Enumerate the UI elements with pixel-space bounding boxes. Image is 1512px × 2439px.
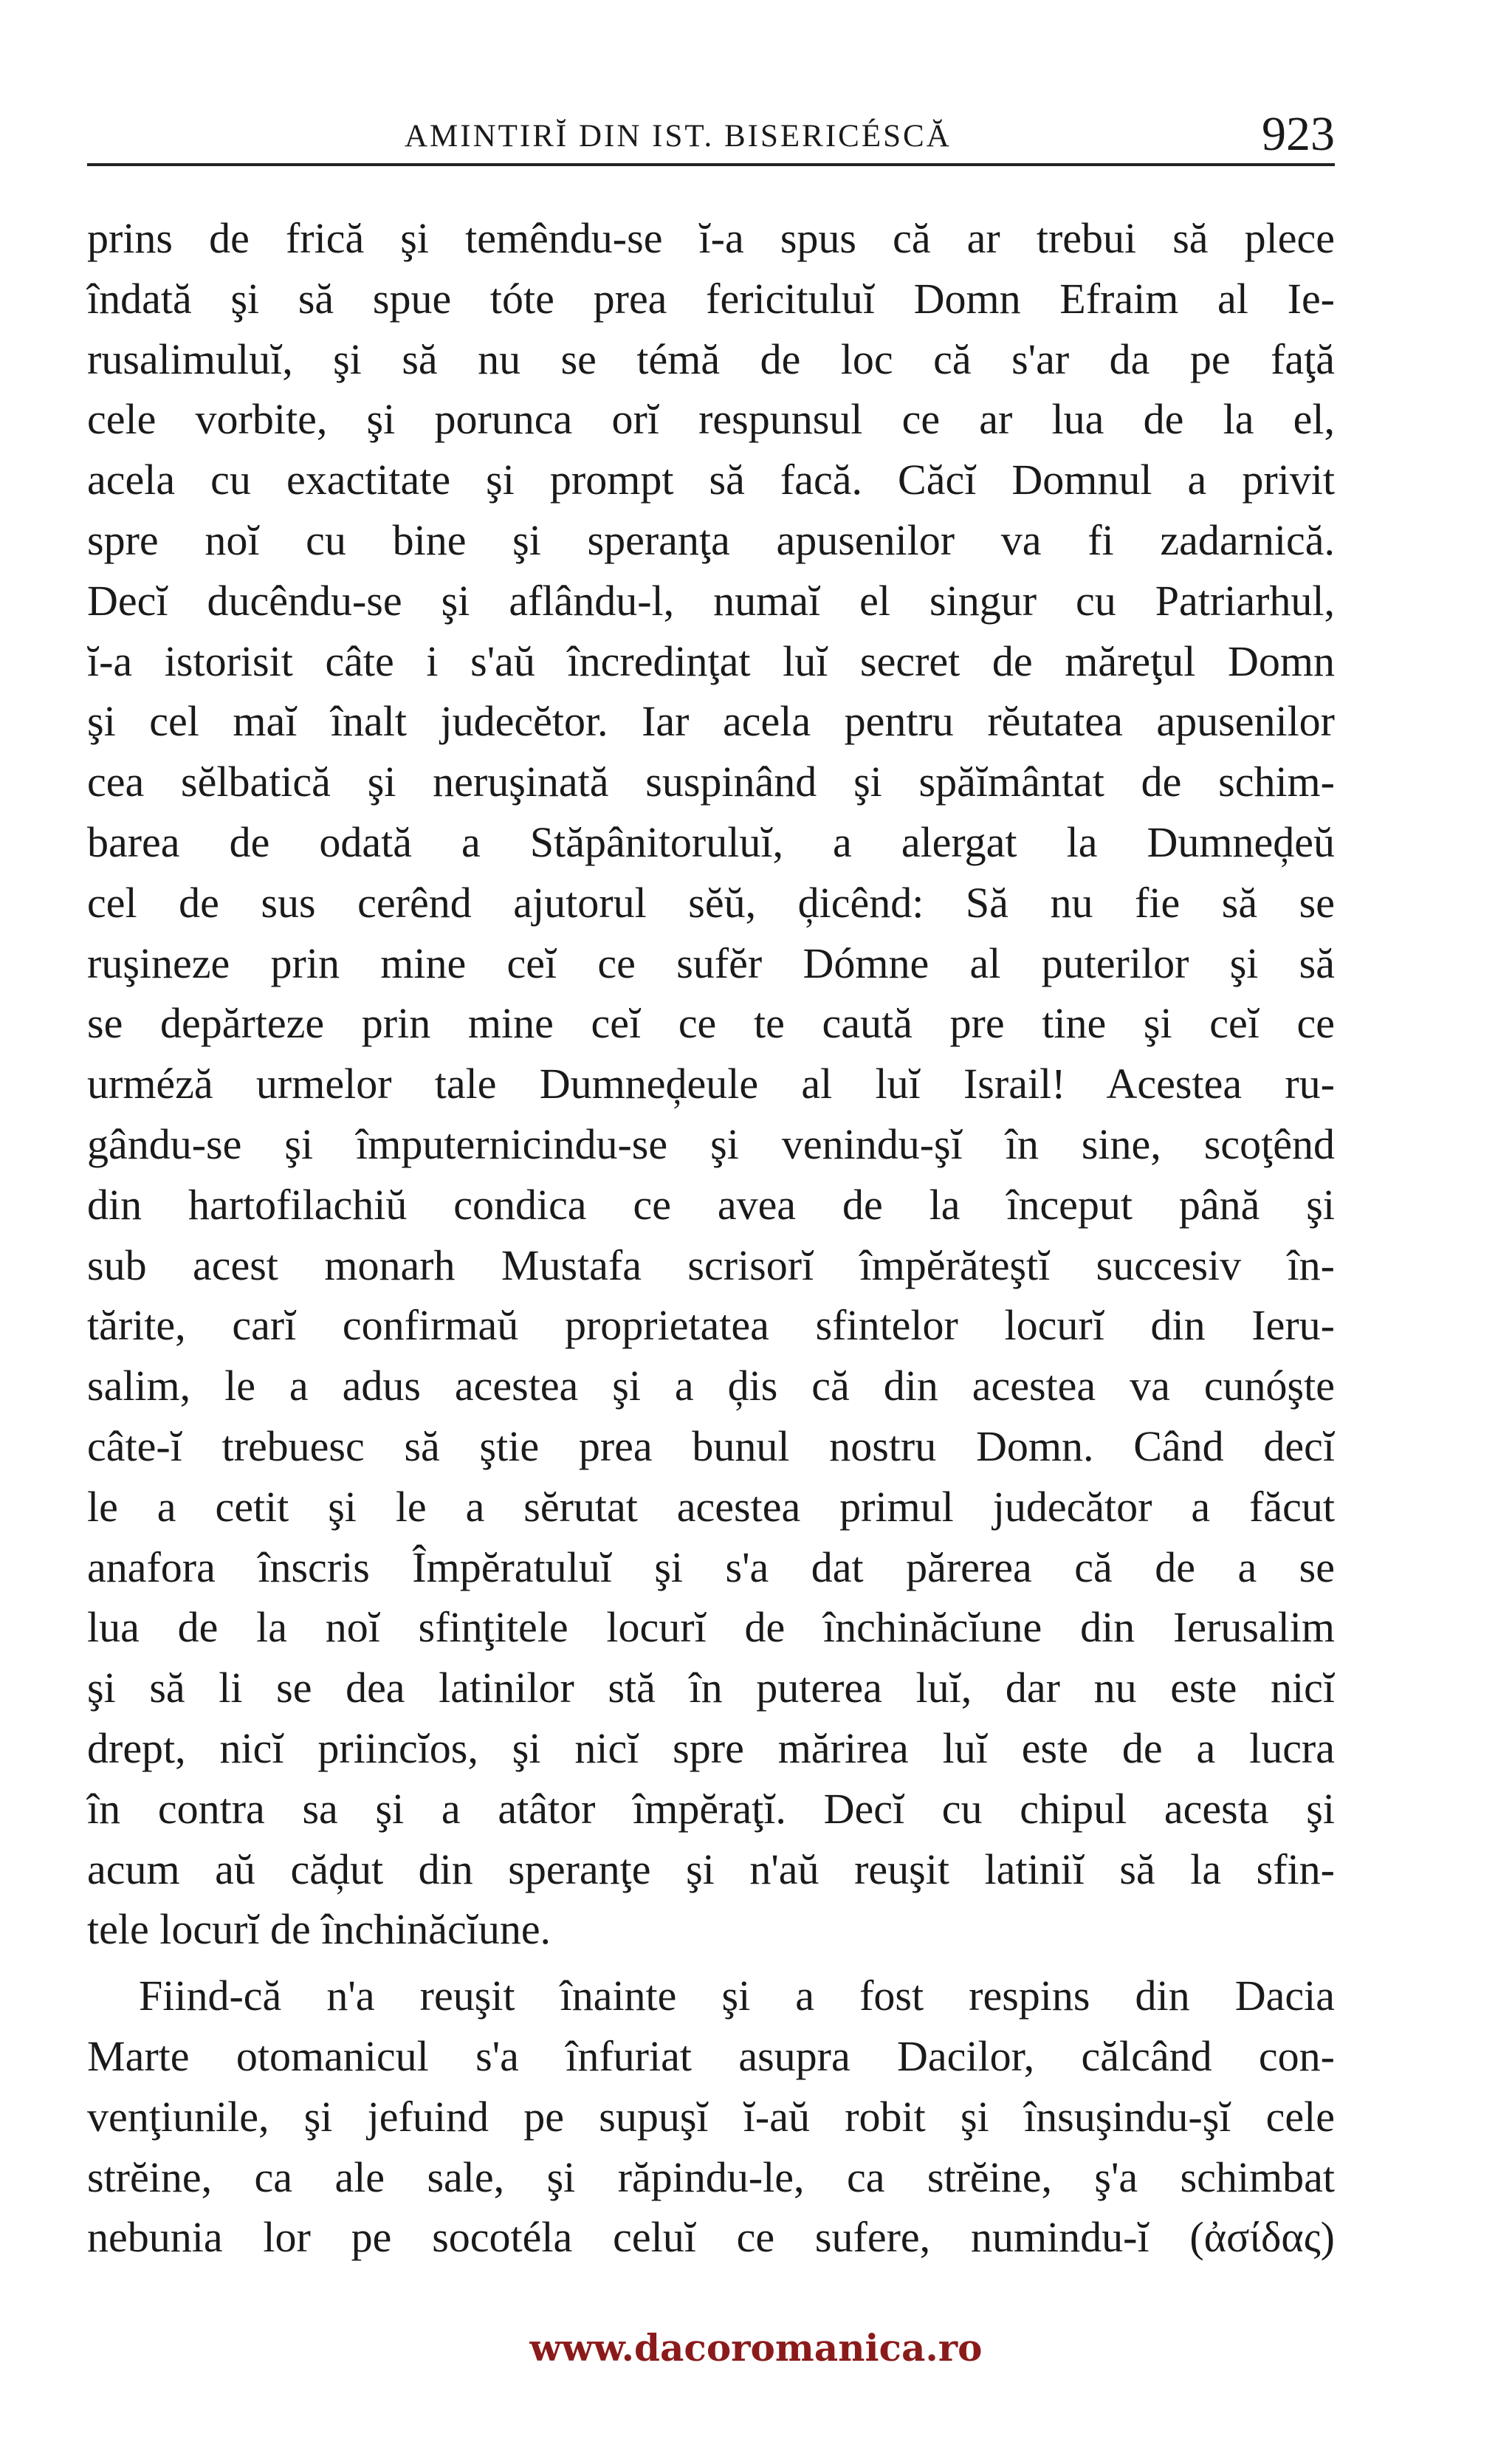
text-line: se depărteze prin mine ceĭ ce te caută pre tine şi ceĭ ce xyxy=(87,999,1335,1048)
text-line: barea de odată a Stăpânitoruluĭ, a alergat la Dumneḑeŭ xyxy=(87,817,1335,866)
text-line: nebunia lor pe socotéla celuĭ ce sufere, numindu-ĭ (ἀσίδας) xyxy=(87,2213,1335,2262)
text-line: acum aŭ căḑut din speranţe şi n'aŭ reuşit latiniĭ să la sfin- xyxy=(87,1845,1335,1893)
text-line: prins de frică şi temêndu-se ĭ-a spus că ar trebui să plece xyxy=(87,214,1335,262)
text-line: Decĭ ducêndu-se şi aflându-l, numaĭ el singur cu Patriarhul, xyxy=(87,576,1335,625)
text-line: şi cel maĭ înalt judecĕtor. Iar acela pentru rĕutatea apusenilor xyxy=(87,697,1335,746)
text-line: îndată şi să spue tóte prea fericituluĭ Domn Efraim al Ie- xyxy=(87,274,1335,323)
text-line: Marte otomanicul s'a înfuriat asupra Dacilor, călcând con- xyxy=(87,2031,1335,2080)
source-watermark: www.dacoromanica.ro xyxy=(529,2326,983,2370)
text-line: din hartofilachiŭ condica ce avea de la început până şi xyxy=(87,1180,1335,1229)
text-line: cea sĕlbatică şi neruşinată suspinând şi spăĭmântat de schim- xyxy=(87,758,1335,806)
text-line: cel de sus cerênd ajutorul sĕŭ, ḑicênd: Să nu fie să se xyxy=(87,878,1335,927)
page-number: 923 xyxy=(1262,107,1335,161)
text-line: tărite, carĭ confirmaŭ proprietatea sfintelor locurĭ din Ieru- xyxy=(87,1301,1335,1350)
text-line: cele vorbite, şi porunca orĭ respunsul ce ar lua de la el, xyxy=(87,395,1335,444)
text-line: rusalimuluĭ, şi să nu se témă de loc că s'ar da pe faţă xyxy=(87,335,1335,383)
text-line: acela cu exactitate şi prompt să facă. Căcĭ Domnul a privit xyxy=(87,456,1335,504)
text-line: anafora înscris Împĕratuluĭ şi s'a dat părerea că de a se xyxy=(87,1543,1335,1591)
text-line: urméză urmelor tale Dumneḑeule al luĭ Israil! Acestea ru- xyxy=(87,1060,1335,1108)
text-line: gându-se şi împuternicindu-se şi venindu-şĭ în sine, scoţênd xyxy=(87,1119,1335,1168)
paragraph-1 xyxy=(87,208,1335,1960)
text-line: tele locurĭ de închinăcĭune. xyxy=(87,1905,551,1954)
text-line: ruşineze prin mine ceĭ ce sufĕr Dómne al puterilor şi să xyxy=(87,939,1335,987)
running-header xyxy=(87,103,1335,170)
paragraph-2 xyxy=(87,1966,1335,2268)
paragraph-gap xyxy=(87,1960,1335,1966)
text-line: drept, nicĭ priincĭos, şi nicĭ spre mărirea luĭ este de a lucra xyxy=(87,1723,1335,1772)
text-line: în contra sa şi a atâtor împĕraţĭ. Decĭ cu chipul acesta şi xyxy=(87,1784,1335,1833)
text-line: spre noĭ cu bine şi speranţa apusenilor va fi zadarnică. xyxy=(87,515,1335,564)
header-rule xyxy=(87,163,1335,166)
text-line: şi să li se dea latinilor stă în puterea luĭ, dar nu este nicĭ xyxy=(87,1664,1335,1712)
text-line: le a cetit şi le a sĕrutat acestea primul judecător a făcut xyxy=(87,1482,1335,1531)
body-text xyxy=(87,208,1335,2268)
text-line: Fiind-că n'a reuşit înainte şi a fost respins din Dacia xyxy=(139,1972,1335,2020)
text-line: salim, le a adus acestea şi a ḑis că din acestea va cunóşte xyxy=(87,1362,1335,1410)
text-line: venţiunile, şi jefuind pe supuşĭ ĭ-aŭ robit şi însuşindu-şĭ cele xyxy=(87,2092,1335,2141)
text-line: strĕine, ca ale sale, şi răpindu-le, ca strĕine, ş'a schimbat xyxy=(87,2152,1335,2201)
text-line: ĭ-a istorisit câte i s'aŭ încredinţat luĭ secret de măreţul Domn xyxy=(87,637,1335,685)
text-line: câte-ĭ trebuesc să ştie prea bunul nostru Domn. Când decĭ xyxy=(87,1421,1335,1470)
running-title: AMINTIRĬ DIN IST. BISERICÉSCĂ xyxy=(405,119,952,154)
text-line: sub acest monarh Mustafa scrisorĭ împĕrăteştĭ succesiv în- xyxy=(87,1241,1335,1289)
text-line: lua de la noĭ sfinţitele locurĭ de închinăcĭune din Ierusalim xyxy=(87,1603,1335,1652)
